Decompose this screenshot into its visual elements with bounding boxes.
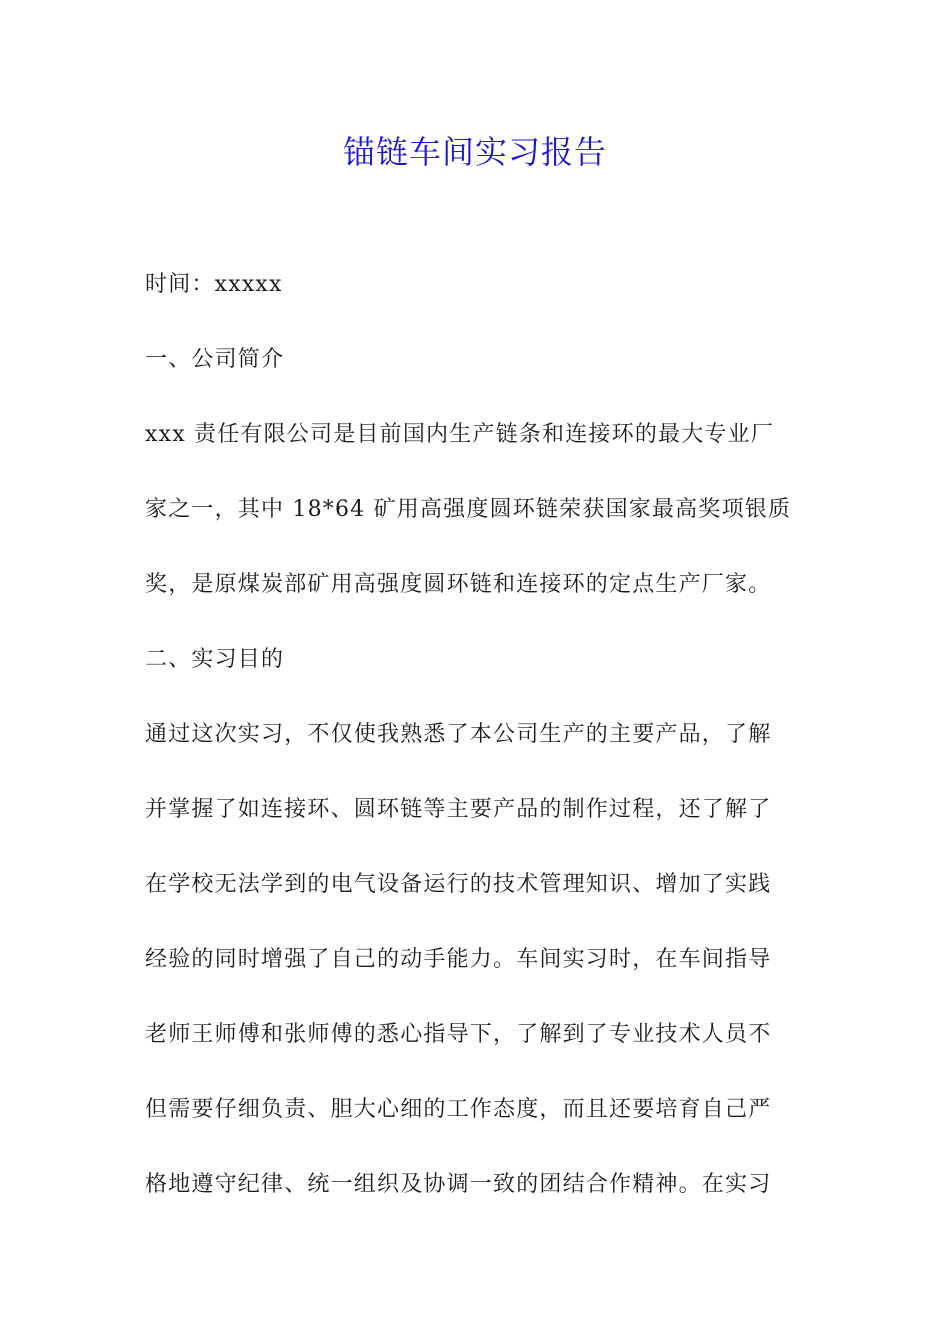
paragraph-line: xxx 责任有限公司是目前国内生产链条和连接环的最大专业厂 [145, 422, 775, 447]
paragraph-line: 老师王师傅和张师傅的悉心指导下，了解到了专业技术人员不 [145, 1022, 772, 1047]
paragraph-line: 格地遵守纪律、统一组织及协调一致的团结合作精神。在实习 [145, 1172, 772, 1197]
time-line: 时间：xxxxx [145, 272, 283, 297]
section-heading-company-intro: 一、公司简介 [145, 347, 285, 372]
paragraph-line: 但需要仔细负责、胆大心细的工作态度，而且还要培育自己严 [145, 1097, 772, 1122]
paragraph-line: 经验的同时增强了自己的动手能力。车间实习时，在车间指导 [145, 947, 772, 972]
section-heading-internship-purpose: 二、实习目的 [145, 647, 285, 672]
document-body [145, 260, 810, 1235]
paragraph-line: 家之一，其中 18*64 矿用高强度圆环链荣获国家最高奖项银质 [145, 497, 792, 522]
paragraph-line: 奖，是原煤炭部矿用高强度圆环链和连接环的定点生产厂家。 [145, 572, 772, 597]
paragraph-line: 在学校无法学到的电气设备运行的技术管理知识、增加了实践 [145, 872, 772, 897]
paragraph-line: 并掌握了如连接环、圆环链等主要产品的制作过程，还了解了 [145, 797, 772, 822]
paragraph-line: 通过这次实习，不仅使我熟悉了本公司生产的主要产品，了解 [145, 722, 772, 747]
document-title: 锚链车间实习报告 [342, 133, 607, 171]
